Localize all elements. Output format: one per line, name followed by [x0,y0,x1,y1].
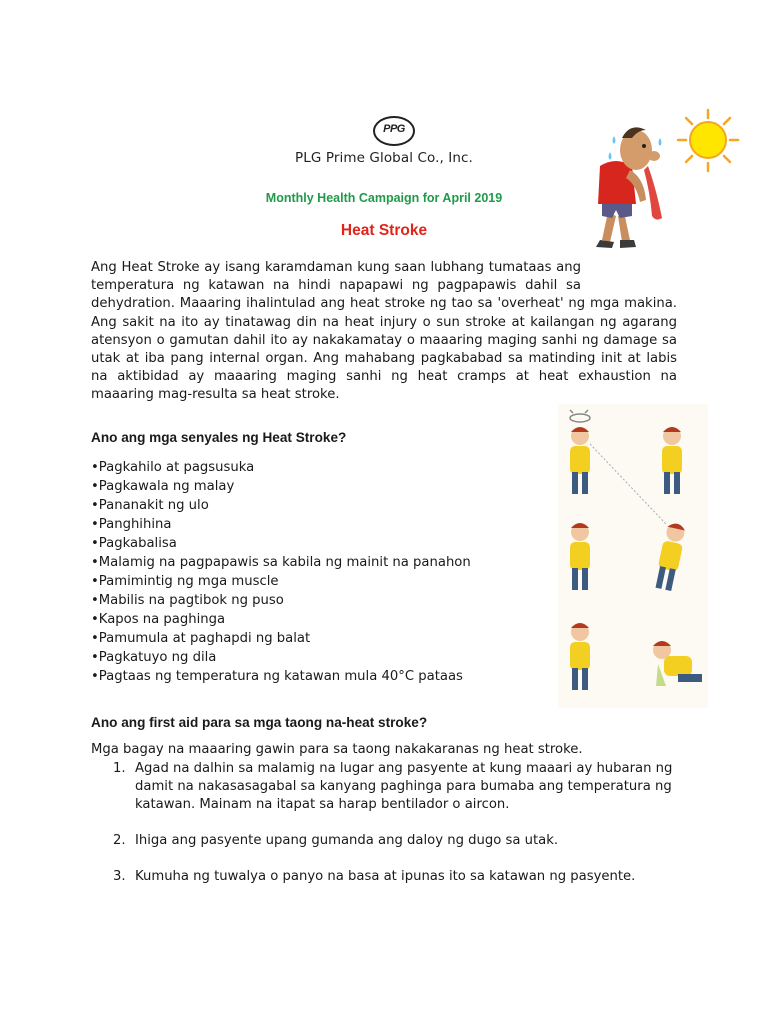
text-wrap-spacer [581,259,677,295]
step-number: 1. [113,761,126,776]
signs-heading: Ano ang mga senyales ng Heat Stroke? [91,430,347,445]
first-aid-heading: Ano ang first aid para sa mga taong na-heat stroke? [91,715,428,730]
sign-list-item: • Pagtaas ng temperatura ng katawan mula 40°C pataas [91,667,471,686]
heat-stroke-man-illustration [586,108,746,258]
company-name: PLG Prime Global Co., Inc. [295,150,473,166]
ppg-logo-mark [373,116,415,146]
step-text: Ihiga ang pasyente upang gumanda ang daloy ng dugo sa utak. [135,833,559,848]
heat-stroke-symptoms-illustration [558,404,708,708]
intro-paragraph [91,259,677,405]
sign-list-item: • Kapos na paghinga [91,610,471,629]
first-aid-step [91,868,681,886]
sun-icon [678,110,738,171]
sign-list-item: • Pamumula at paghapdi ng balat [91,629,471,648]
step-text: Agad na dalhin sa malamig na lugar ang pasyente at kung maaari ay hubaran ng damit na nakasasagabal sa kanyang paghinga para bumaba ang temperatura ng katawan. Mainam na itapat sa harap bentilador o aircon. [135,761,673,812]
step-text: Kumuha ng tuwalya o panyo na basa at ipunas ito sa katawan ng pasyente. [135,869,636,884]
campaign-subtitle: Monthly Health Campaign for April 2019 [265,191,503,205]
sign-list-item: • Pamimintig ng mga muscle [91,572,471,591]
intro-text: Ang Heat Stroke ay isang karamdaman kung saan lubhang tumataas ang temperatura ng katawan na hindi napapawi ng pagpapawis dahil sa dehydration. Maaaring ihalintulad ang heat stroke ng tao sa 'overheat' ng mga makina. Ang sakit na ito ay tinatawag din na heat injury o sun stroke at kailangan ng agarang atensyon o gamutan dahil ito ay nakakamatay o maaaring maging sanhi ng damage sa utak at iba pang internal organ. Ang mahabang pagkababad sa matinding init at labis na aktibidad ay maaaring maging sanhi ng heat cramps at heat exhaustion na maaaring mag-resulta sa heat stroke. [91,260,677,403]
first-aid-steps [91,760,681,886]
page-title: Heat Stroke [340,222,428,239]
sign-list-item: • Malamig na pagpapawis sa kabila ng mainit na panahon [91,553,471,572]
step-number: 2. [113,833,126,848]
first-aid-step [91,832,681,868]
sign-list-item: • Pagkabalisa [91,534,471,553]
sweating-man-figure [596,127,662,248]
sign-list-item: • Pagkawala ng malay [91,477,471,496]
first-aid-intro: Mga bagay na maaaring gawin para sa taong nakakaranas ng heat stroke. [91,742,583,757]
step-number: 3. [113,869,126,884]
sign-list-item: • Pagkahilo at pagsusuka [91,458,471,477]
sign-list-item: • Panghihina [91,515,471,534]
logo-text: PPG [383,123,405,135]
sign-list-item: • Pananakit ng ulo [91,496,471,515]
first-aid-step [91,760,681,832]
signs-list [91,458,471,686]
sign-list-item: • Pagkatuyo ng dila [91,648,471,667]
sign-list-item: • Mabilis na pagtibok ng puso [91,591,471,610]
